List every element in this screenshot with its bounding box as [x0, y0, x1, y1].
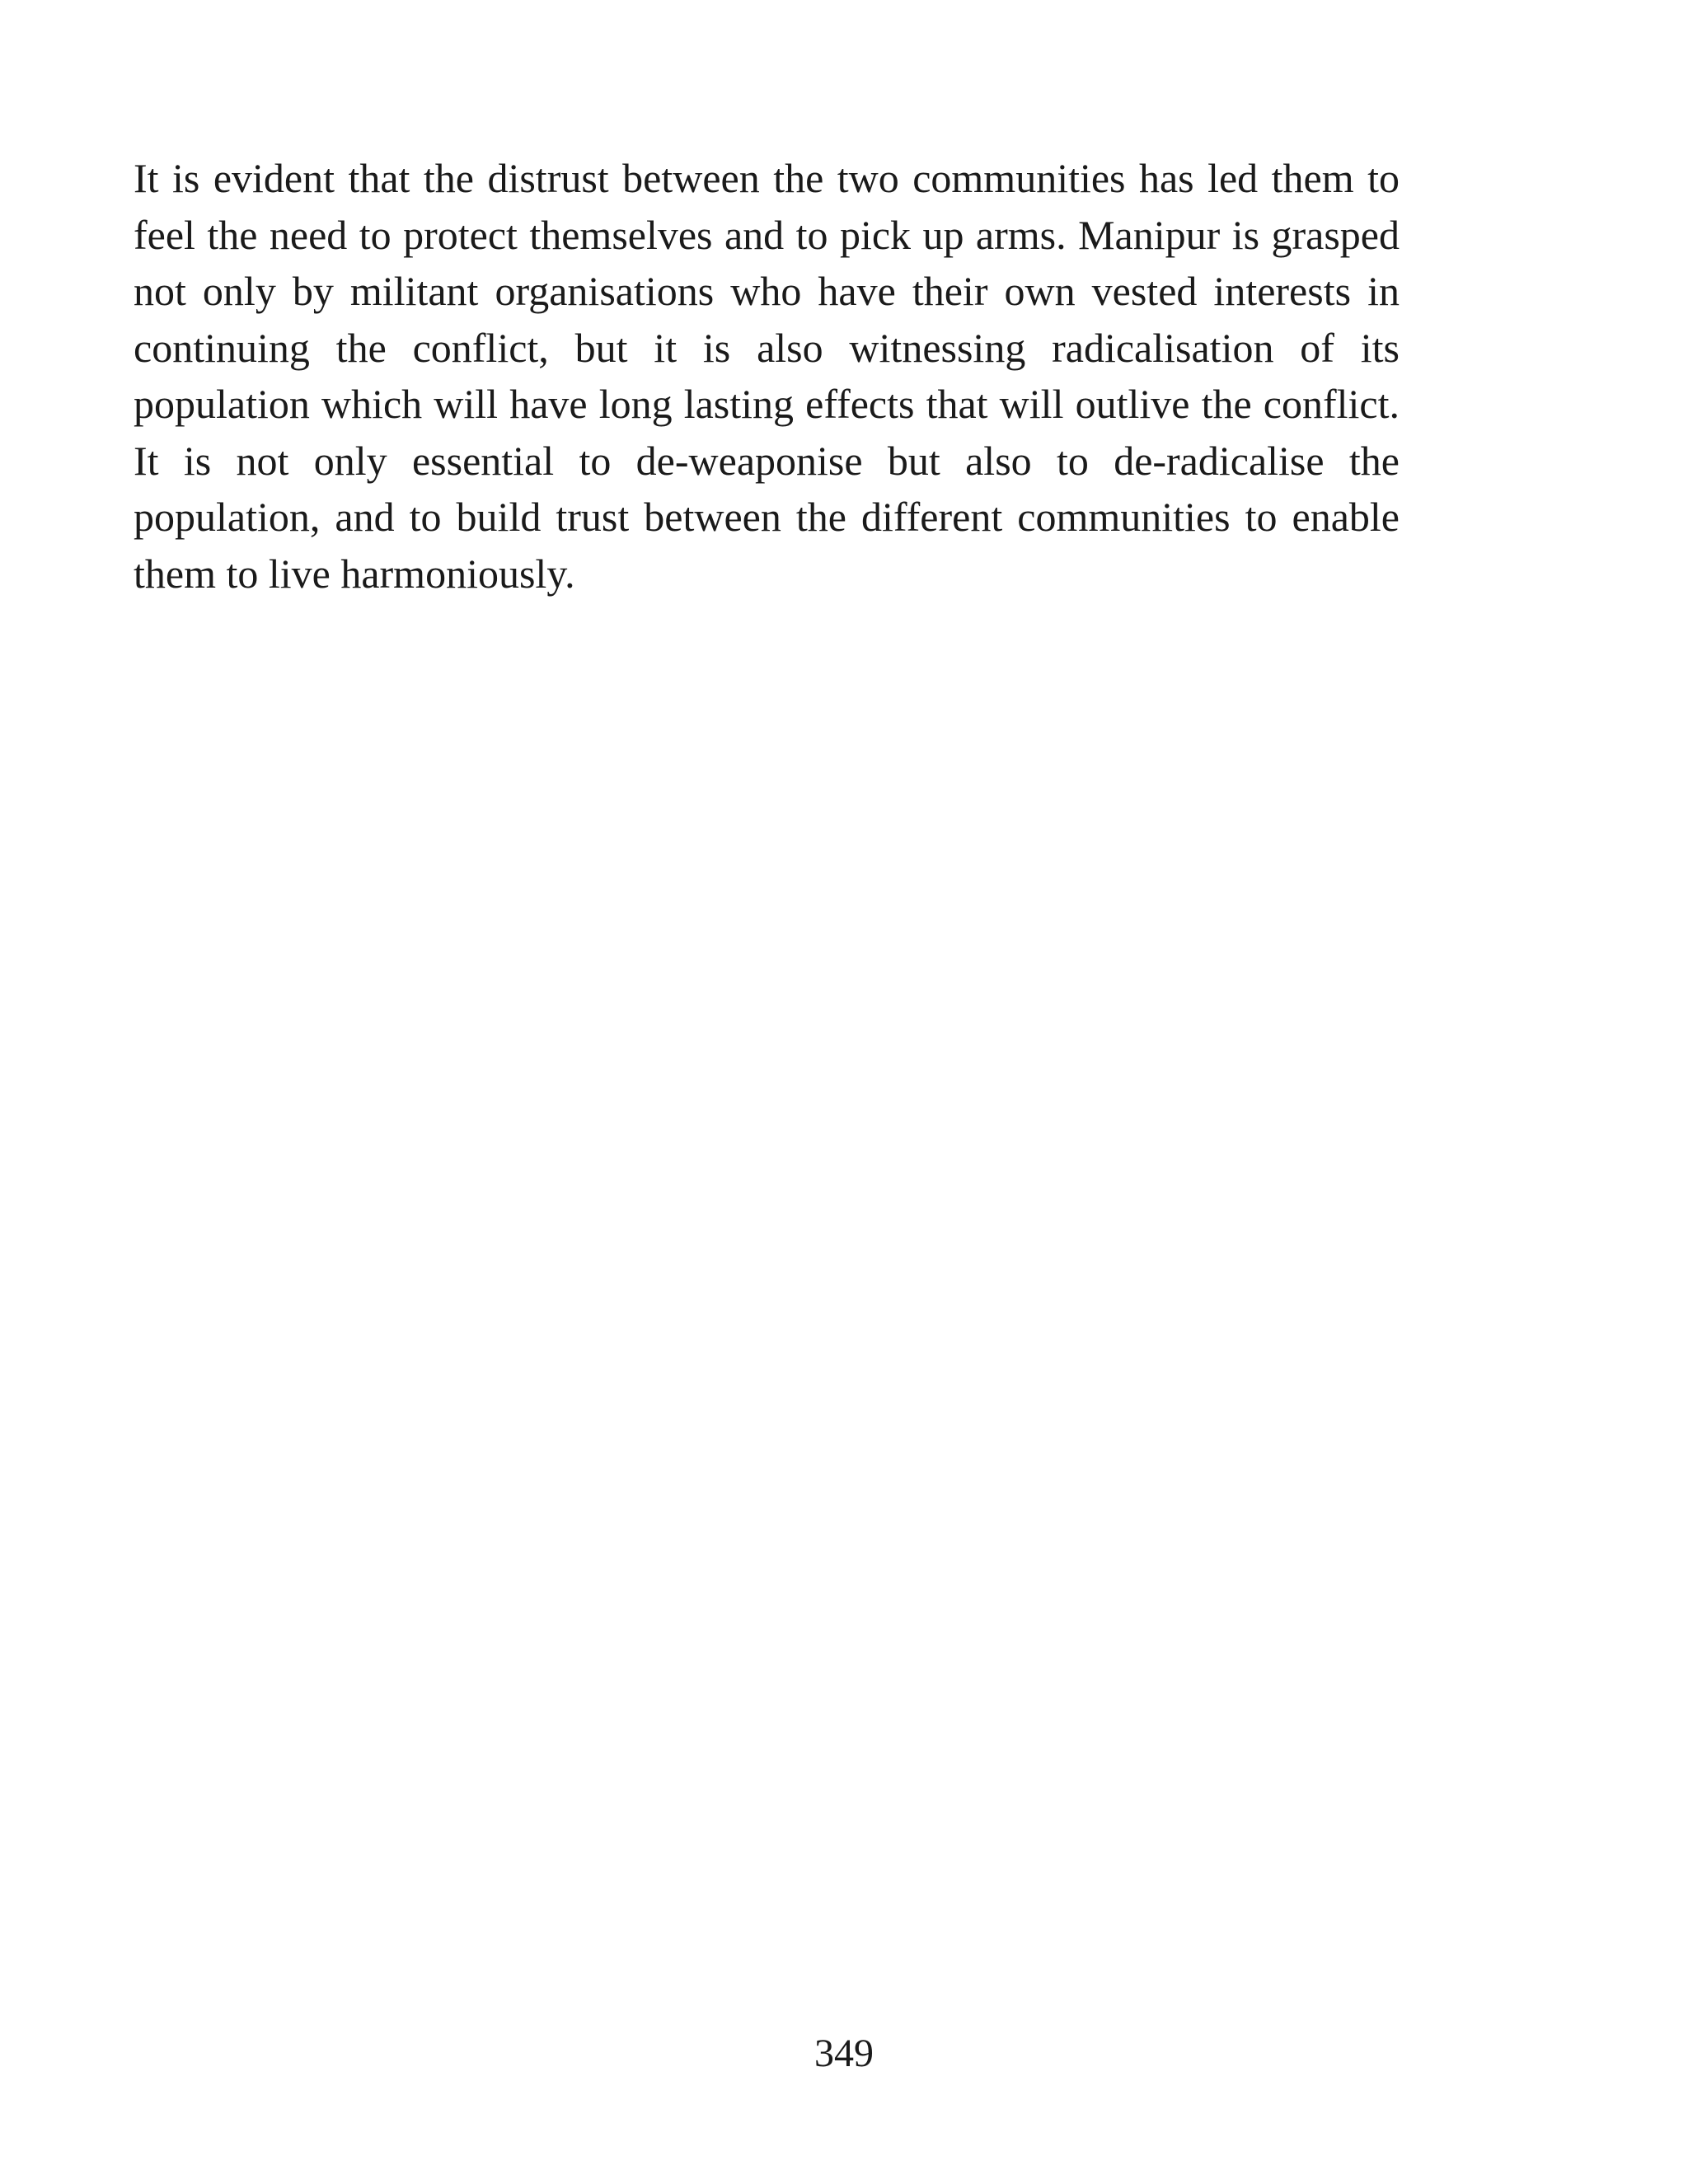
page-number: 349 — [814, 2032, 874, 2075]
body-paragraph: It is evident that the distrust between the two communities has led them to feel the need to protect themselves and to pick up arms. Manipur is grasped not only by militant organisations who have their own vested interests in continuing the conflict, but it is also witnessing radicalisation of its population which will have long lasting effects that will outlive the conflict. It is not only essential to de-weaponise but also to de-radicalise the population, and to build trust between the different communities to enable them to live harmoniously. — [134, 155, 1400, 597]
